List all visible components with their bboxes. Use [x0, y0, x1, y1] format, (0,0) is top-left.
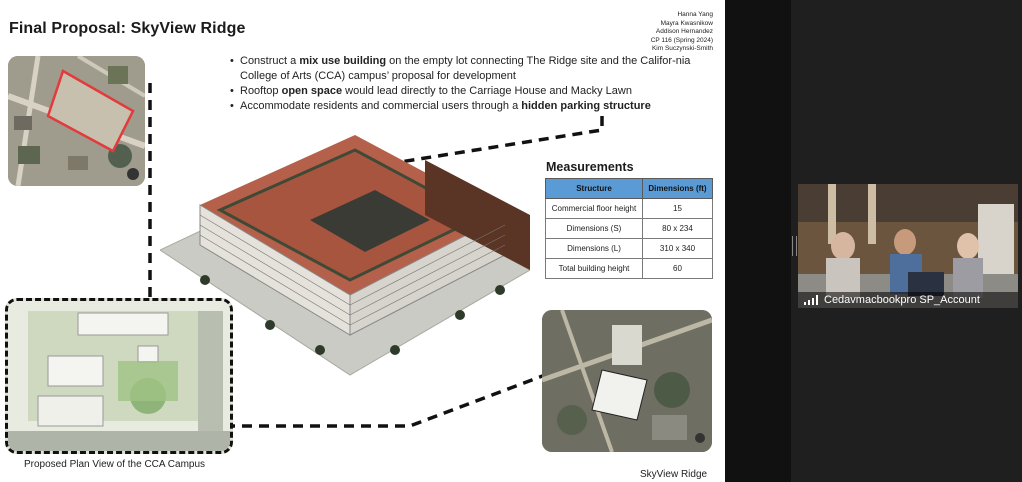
measurements-table	[545, 178, 713, 279]
column-header: Dimensions (ft)	[643, 179, 713, 199]
author-line: Addison Hernandez	[655, 28, 713, 36]
building-render	[160, 120, 530, 380]
measurements-title: Measurements	[546, 160, 634, 174]
participant-video-feed	[798, 184, 1018, 308]
participant-name: Cedavmacbookpro SP_Account	[824, 294, 980, 306]
signal-strength-icon	[804, 295, 818, 305]
bullet-item: • Rooftop open space would lead directly to the Carriage House and Macky Lawn	[230, 84, 710, 99]
author-line: Hanna Yang	[677, 11, 713, 18]
aerial-map-graphic	[8, 56, 145, 186]
table-cell: 15	[643, 199, 713, 219]
table-row	[546, 219, 713, 239]
table-cell: Total building height	[546, 259, 643, 279]
table-cell: Dimensions (S)	[546, 219, 643, 239]
table-cell: 80 x 234	[643, 219, 713, 239]
slide-title: Final Proposal: SkyView Ridge	[9, 20, 246, 37]
bullet-item: • Construct a mix use building on the empty lot connecting The Ridge site and the Califor-nia College of Arts (CCA) campus’ proposal for development	[230, 54, 710, 84]
table-cell: 60	[643, 259, 713, 279]
table-cell: Commercial floor height	[546, 199, 643, 219]
table-row	[546, 259, 713, 279]
aerial-lot-graphic	[542, 310, 712, 452]
aerial-lot-image	[542, 310, 712, 452]
plan-caption: Proposed Plan View of the CCA Campus	[24, 459, 206, 470]
instructor-line: Kim Suczynski-Smith	[651, 45, 713, 53]
table-cell: 310 x 340	[643, 239, 713, 259]
aerial-site-image	[8, 56, 145, 186]
table-row	[546, 199, 713, 219]
table-cell: Dimensions (L)	[546, 239, 643, 259]
slide-footer-label: SkyView Ridge	[640, 469, 708, 480]
table-header-row	[546, 179, 713, 199]
column-header: Structure	[546, 179, 643, 199]
author-line: Mayra Kwasnikow	[660, 19, 713, 27]
participant-video-tile[interactable]	[798, 184, 1018, 308]
course-line: CP 116 (Spring 2024)	[650, 36, 713, 44]
panel-resize-handle[interactable]	[792, 236, 797, 256]
table-row	[546, 239, 713, 259]
participant-name-label	[798, 292, 1018, 308]
bullet-item: • Accommodate residents and commercial users through a hidden parking structure	[230, 99, 710, 114]
gallery-gutter	[725, 0, 791, 482]
